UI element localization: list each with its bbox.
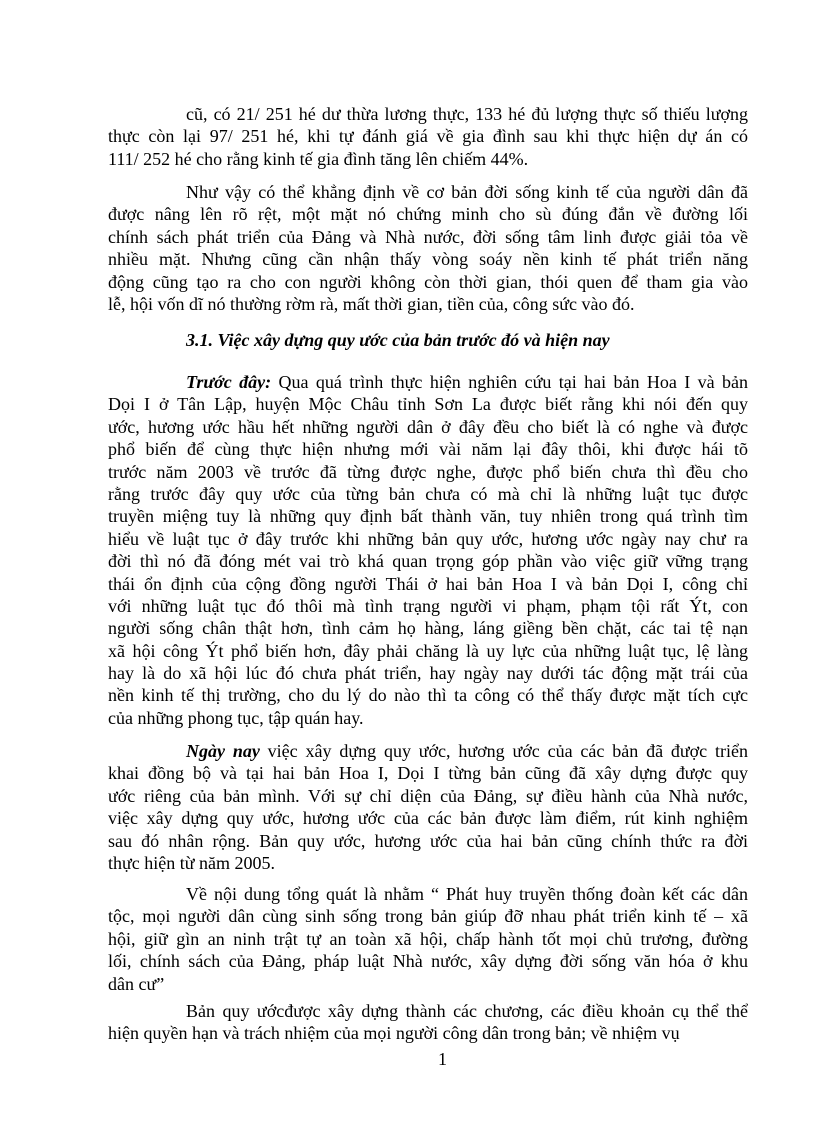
section-heading: 3.1. Việc xây dựng quy ước của bản trước đó và hiện nay [186, 330, 610, 350]
text-line: lối, chính sách của Đảng, pháp luật Nhà nước, xây dựng đời sống văn hóa ở khu [108, 951, 748, 972]
page-number: 1 [438, 1049, 447, 1069]
text-line: rằng trước đây quy ước của từng bản chưa có mà chỉ là những luật tục được [108, 483, 748, 504]
text-line: hội, giữ gìn an ninh trật tự an toàn xã hội, chấp hành tốt mọi chủ trương, đường [108, 928, 748, 949]
text-line: động cũng tạo ra cho con người không còn thời gian, thói quen để tham gia vào [108, 271, 748, 292]
text-line: xã hội công Ýt phổ biến hơn, đây phải chăng là uy lực của những luật tục, lệ làng [108, 640, 748, 661]
text-line: dân cư” [108, 973, 165, 994]
paragraph-ban-quy-uoc [108, 1000, 748, 1045]
text-line: Bản quy ướcđược xây dựng thành các chương, các điều khoản cụ thể thể [186, 1001, 748, 1021]
text-line: trước năm 2003 về trước đã từng được nghe, được phổ biến chưa thì đều cho [108, 461, 748, 482]
text-line: nhiều mặt. Nhưng cũng cần nhận thấy vòng soáy nền kinh tế phát triển năng [108, 249, 748, 270]
text-line: Như vậy có thể khẳng định về cơ bản đời sống kinh tế của người dân đã [186, 182, 748, 202]
text-line: chính sách phát triển của Đảng và Nhà nước, đời sống tâm linh được giải tỏa về [108, 226, 748, 247]
text-line: việc xây dựng quy ước, hương ước của các bản được làm điểm, rút kinh nghiệm [108, 808, 748, 829]
text-line: sau đó nhân rộng. Bản quy ước, hương ước của hai bản cũng chính thức ra đời [108, 830, 748, 851]
text-line [108, 371, 748, 393]
lead-line-rest: việc xây dựng quy ước, hương ước của các bản đã được triển [259, 741, 748, 761]
paragraph-truoc-day [108, 371, 748, 729]
text-line: thực hiện từ năm 2005. [108, 852, 275, 873]
text-line: Về nội dung tổng quát là nhằm “ Phát huy truyền thống đoàn kết các dân [186, 884, 748, 904]
lead-line-rest: Qua quá trình thực hiện nghiên cứu tại hai bản Hoa I và bản [271, 372, 748, 392]
text-line: khai đồng bộ và tại hai bản Hoa I, Dọi I từng bản cũng đã xây dựng được quy [108, 763, 748, 784]
text-line: với những luật tục đó thôi mà tình trạng người vi phạm, phạm tội rất Ýt, con [108, 595, 748, 616]
text-line: Dọi I ở Tân Lập, huyện Mộc Châu tỉnh Sơn La được biết rằng khi nói đến quy [108, 394, 748, 415]
text-line: ước riêng của bản mình. Với sự chỉ diện của Đảng, sự điều hành của Nhà nước, [108, 785, 748, 806]
text-line [108, 740, 748, 762]
text-line: hiện quyền hạn và trách nhiệm của mọi người công dân trong bản; về nhiệm vụ [108, 1023, 680, 1044]
text-line: hiểu về luật tục ở đây trước khi những bản quy ước, hương ước ngày nay chư ra [108, 528, 748, 549]
text-line: ước, hương ước hầu hết những người dân ở đây đều cho biết là có nghe và được [108, 416, 748, 437]
paragraph-ngay-nay [108, 740, 748, 874]
lead-term-truoc-day: Trước đây: [186, 372, 272, 392]
text-line: người sống chân thật hơn, tình cảm họ hàng, láng giềng bền chặt, các tai tệ nạn [108, 618, 748, 639]
text-line: đời thì nó đã đóng mét vai trò khá quan trọng góp phần vào việc giữ vững trạng [108, 551, 748, 572]
text-line: được nâng lên rõ rệt, một mặt nó chứng minh cho sù đúng đắn về đường lối [108, 204, 748, 225]
paragraph-economic-life [108, 181, 748, 315]
paragraph-noi-dung [108, 883, 748, 995]
text-line: thực còn lại 97/ 251 hé, khi tự đánh giá về gia đình sau khi thực hiện dự án có [108, 126, 748, 147]
text-line: cũ, có 21/ 251 hé dư thừa lương thực, 133 hé đủ lượng thực số thiếu lượng [186, 104, 748, 124]
text-line: thái ổn định của cộng đồng người Thái ở hai bản Hoa I và bản Dọi I, công chỉ [108, 573, 748, 594]
paragraph-continuation [108, 103, 748, 170]
text-line: phổ biến để cùng thực hiện nhưng mới vài năm lại đây thôi, khi được hái tõ [108, 439, 748, 460]
text-line: lễ, hội vốn dĩ nó thường rờm rà, mất thời gian, tiền của, công sức vào đó. [108, 293, 635, 314]
text-line: tộc, mọi người dân cùng sinh sống trong bản giúp đỡ nhau phát triển kinh tế – xã [108, 906, 748, 927]
text-line: truyền miệng tuy là những quy định bất thành văn, tuy nhiên trong quá trình tìm [108, 506, 748, 527]
text-line: của những phong tục, tập quán hay. [108, 707, 364, 728]
lead-term-ngay-nay: Ngày nay [186, 741, 260, 761]
text-line: nền kinh tế thị trường, cho du lý do nào thì ta công có thể thấy được mặt tích cực [108, 685, 748, 706]
text-line: hay là do xã hội lúc đó chưa phát triển, hay ngày nay dưới tác động mặt trái của [108, 663, 748, 684]
text-line: 111/ 252 hé cho rằng kinh tế gia đình tăng lên chiếm 44%. [108, 148, 529, 169]
